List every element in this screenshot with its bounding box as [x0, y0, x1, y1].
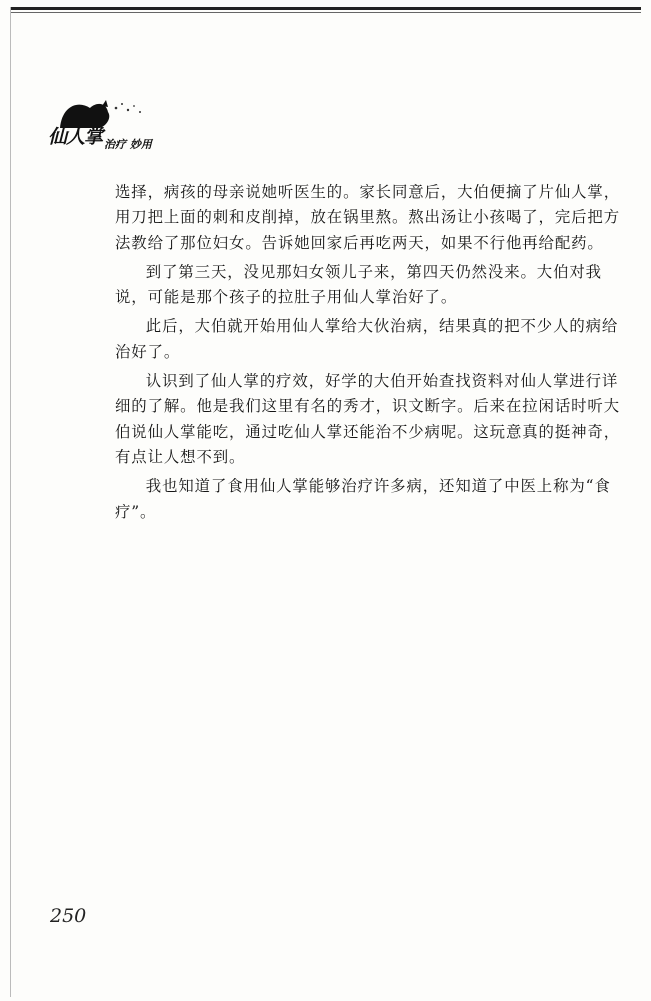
header-subtitle: 治疗 妙用: [104, 138, 152, 151]
page-left-edge: [10, 7, 11, 997]
body-text: [115, 180, 625, 529]
page-number: 250: [50, 905, 87, 927]
paragraph: 到了第三天，没见那妇女领儿子来，第四天仍然没来。大伯对我说，可能是那个孩子的拉肚子用仙人掌治好了。: [115, 262, 602, 307]
paragraph: 我也知道了食用仙人掌能够治疗许多病，还知道了中医上称为“食疗”。: [115, 477, 611, 521]
paragraph: 认识到了仙人掌的疗效，好学的大伯开始查找资料对仙人掌进行详细的了解。他是我们这里有名的秀才，识文断字。后来在拉闲话时听大伯说仙人掌能吃，通过吃仙人掌还能治不少病呢。这玩意真的挺神奇，有点让人想不到。: [115, 372, 621, 466]
top-border-rule-thin: [10, 12, 641, 13]
top-border-rule: [10, 7, 641, 10]
paragraph: 选择，病孩的母亲说她听医生的。家长同意后，大伯便摘了片仙人掌，用刀把上面的刺和皮削掉，放在锅里熬。熬出汤让小孩喝了，完后把方法教给了那位妇女。告诉她回家后再吃两天，如果不行他再给配药。: [115, 183, 621, 252]
running-header: [44, 98, 214, 162]
header-title: 仙人掌: [48, 126, 103, 148]
paragraph: 此后，大伯就开始用仙人掌给大伙治病，结果真的把不少人的病给治好了。: [115, 317, 619, 361]
